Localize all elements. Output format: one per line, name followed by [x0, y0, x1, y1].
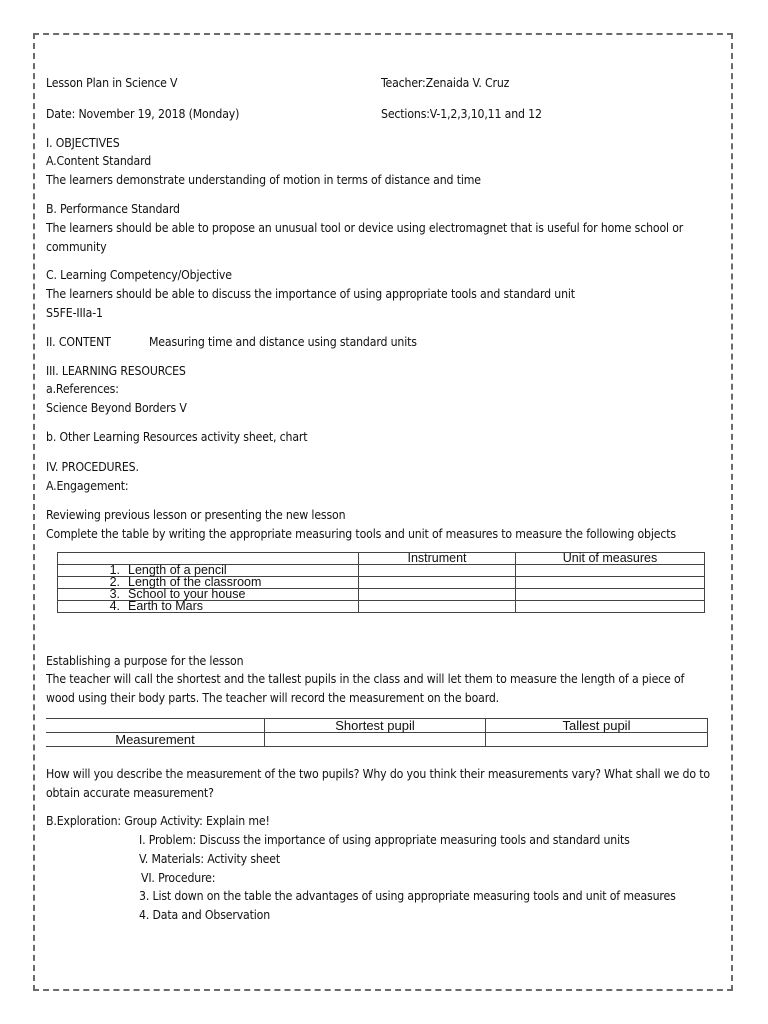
measurement-table [46, 718, 708, 747]
row-object: School to your house [128, 587, 246, 601]
content-text: Measuring time and distance using standard units [149, 335, 417, 349]
discussion-question: How will you describe the measurement of the two pupils? Why do you think their measurements vary? What shall we do to obtain accurate measurement? [46, 767, 710, 800]
content-standard-text: The learners demonstrate understanding of motion in terms of distance and time [46, 173, 481, 187]
row-object: Earth to Mars [128, 599, 204, 613]
performance-standard-heading: B. Performance Standard [46, 202, 180, 216]
measuring-tools-table [57, 552, 705, 613]
exploration-heading: B.Exploration: Group Activity: Explain me! [46, 814, 270, 828]
lesson-plan-title: Lesson Plan in Science V [46, 76, 178, 90]
purpose-text: The teacher will call the shortest and the tallest pupils in the class and will let them to measure the length of a piece of wood using their body parts. The teacher will record the measurement on the board. [46, 672, 685, 705]
table-cell[interactable] [516, 577, 705, 589]
table-cell[interactable] [516, 565, 705, 577]
measurement-label: Measurement [46, 733, 265, 747]
row-number: 1. [109, 563, 120, 577]
table-header-cell: Instrument [359, 553, 516, 565]
table-cell[interactable] [359, 565, 516, 577]
table-cell[interactable] [359, 577, 516, 589]
objectives-heading: I. OBJECTIVES [46, 136, 120, 150]
competency-code: S5FE-IIIa-1 [46, 306, 103, 320]
content-standard-heading: A.Content Standard [46, 154, 152, 168]
procedures-heading: IV. PROCEDURES. [46, 460, 139, 474]
table-header-cell [46, 719, 265, 733]
row-object: Length of the classroom [128, 575, 262, 589]
sections: Sections:V-1,2,3,10,11 and 12 [381, 107, 542, 121]
table-cell[interactable] [359, 589, 516, 601]
row-number: 4. [109, 599, 120, 613]
table-row [46, 733, 708, 747]
lesson-date: Date: November 19, 2018 (Monday) [46, 107, 240, 121]
row-object: Length of a pencil [128, 563, 227, 577]
exploration-materials: V. Materials: Activity sheet [139, 852, 281, 866]
content-label: II. CONTENT [46, 335, 111, 349]
table-cell[interactable] [516, 589, 705, 601]
exploration-problem: I. Problem: Discuss the importance of using appropriate measuring tools and standard units [139, 833, 630, 847]
engagement-heading: A.Engagement: [46, 479, 129, 493]
exploration-step-3: 3. List down on the table the advantages of using appropriate measuring tools and unit of measures [139, 889, 676, 903]
table-cell[interactable] [265, 733, 486, 747]
reviewing-text: Reviewing previous lesson or presenting the new lesson [46, 508, 346, 522]
table-instruction: Complete the table by writing the appropriate measuring tools and unit of measures to measure the following objects [46, 527, 676, 541]
row-number: 3. [109, 587, 120, 601]
competency-heading: C. Learning Competency/Objective [46, 268, 232, 282]
table-cell[interactable] [516, 601, 705, 613]
table-cell [58, 589, 359, 601]
table-header-cell: Unit of measures [516, 553, 705, 565]
other-resources: b. Other Learning Resources activity sheet, chart [46, 430, 308, 444]
table-cell[interactable] [486, 733, 708, 747]
table-cell [58, 601, 359, 613]
references-heading: a.References: [46, 382, 119, 396]
exploration-procedure: VI. Procedure: [141, 871, 216, 885]
performance-standard-text: The learners should be able to propose an unusual tool or device using electromagnet that is useful for home school or community [46, 221, 684, 254]
table-header-cell: Tallest pupil [486, 719, 708, 733]
purpose-heading: Establishing a purpose for the lesson [46, 654, 244, 668]
competency-text: The learners should be able to discuss the importance of using appropriate tools and standard unit [46, 287, 575, 301]
table-header-row [46, 719, 708, 733]
table-header-cell: Shortest pupil [265, 719, 486, 733]
resources-heading: III. LEARNING RESOURCES [46, 364, 186, 378]
table-cell[interactable] [359, 601, 516, 613]
row-number: 2. [109, 575, 120, 589]
reference-book: Science Beyond Borders V [46, 401, 187, 415]
teacher-name: Teacher:Zenaida V. Cruz [381, 76, 510, 90]
exploration-step-4: 4. Data and Observation [139, 908, 271, 922]
table-row [58, 601, 705, 613]
